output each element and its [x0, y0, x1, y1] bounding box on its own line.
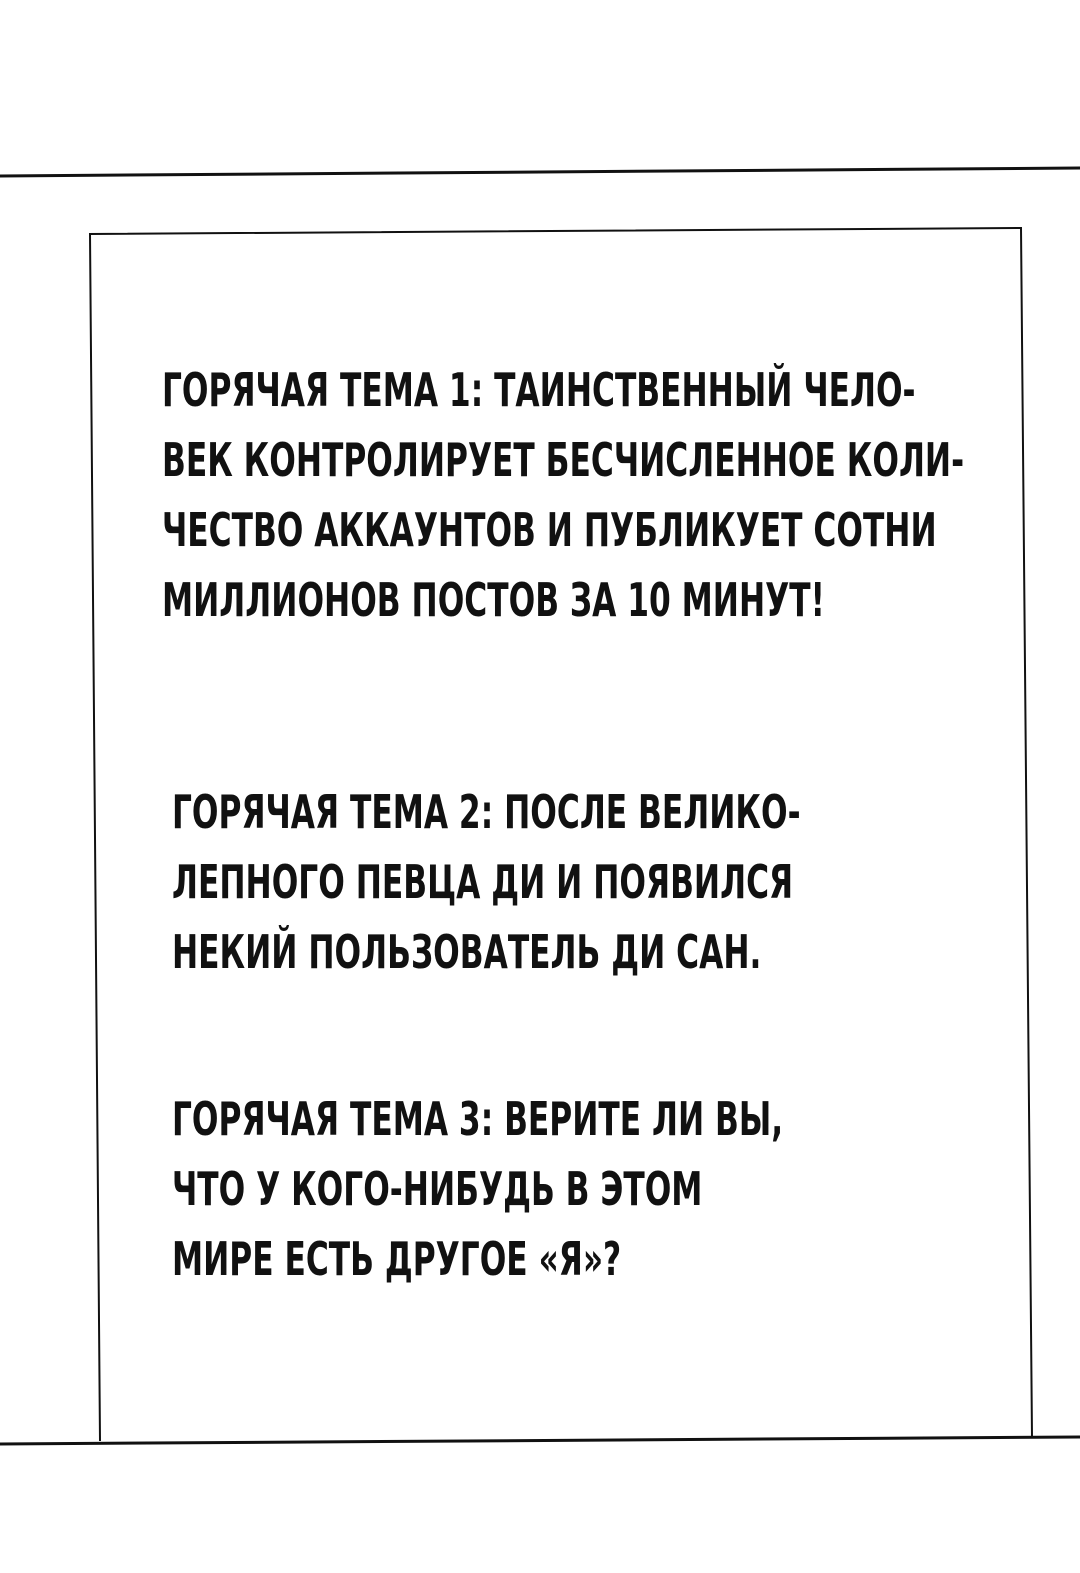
text-line: ГОРЯЧАЯ ТЕМА 3: ВЕРИТЕ ЛИ ВЫ,	[172, 1092, 784, 1146]
text-line: ВЕК КОНТРОЛИРУЕТ БЕСЧИСЛЕННОЕ КОЛИ-	[162, 433, 965, 487]
hot-topic-1-text	[162, 355, 964, 635]
top-divider-line	[0, 168, 1080, 176]
text-line: МИЛЛИОНОВ ПОСТОВ ЗА 10 МИНУТ!	[162, 573, 825, 627]
text-line: ЧТО У КОГО-НИБУДЬ В ЭТОМ	[172, 1162, 703, 1216]
text-line: НЕКИЙ ПОЛЬЗОВАТЕЛЬ ДИ САН.	[172, 925, 762, 979]
bottom-divider-line	[0, 1437, 1080, 1444]
text-line: МИРЕ ЕСТЬ ДРУГОЕ «Я»?	[172, 1232, 622, 1286]
text-line: ГОРЯЧАЯ ТЕМА 1: ТАИНСТВЕННЫЙ ЧЕЛО-	[162, 363, 916, 417]
hot-topic-3-text	[172, 1084, 783, 1294]
hot-topic-2-text	[172, 777, 801, 987]
text-line: ГОРЯЧАЯ ТЕМА 2: ПОСЛЕ ВЕЛИКО-	[172, 785, 801, 839]
text-line: ЛЕПНОГО ПЕВЦА ДИ И ПОЯВИЛСЯ	[172, 855, 794, 909]
text-line: ЧЕСТВО АККАУНТОВ И ПУБЛИКУЕТ СОТНИ	[162, 503, 937, 557]
